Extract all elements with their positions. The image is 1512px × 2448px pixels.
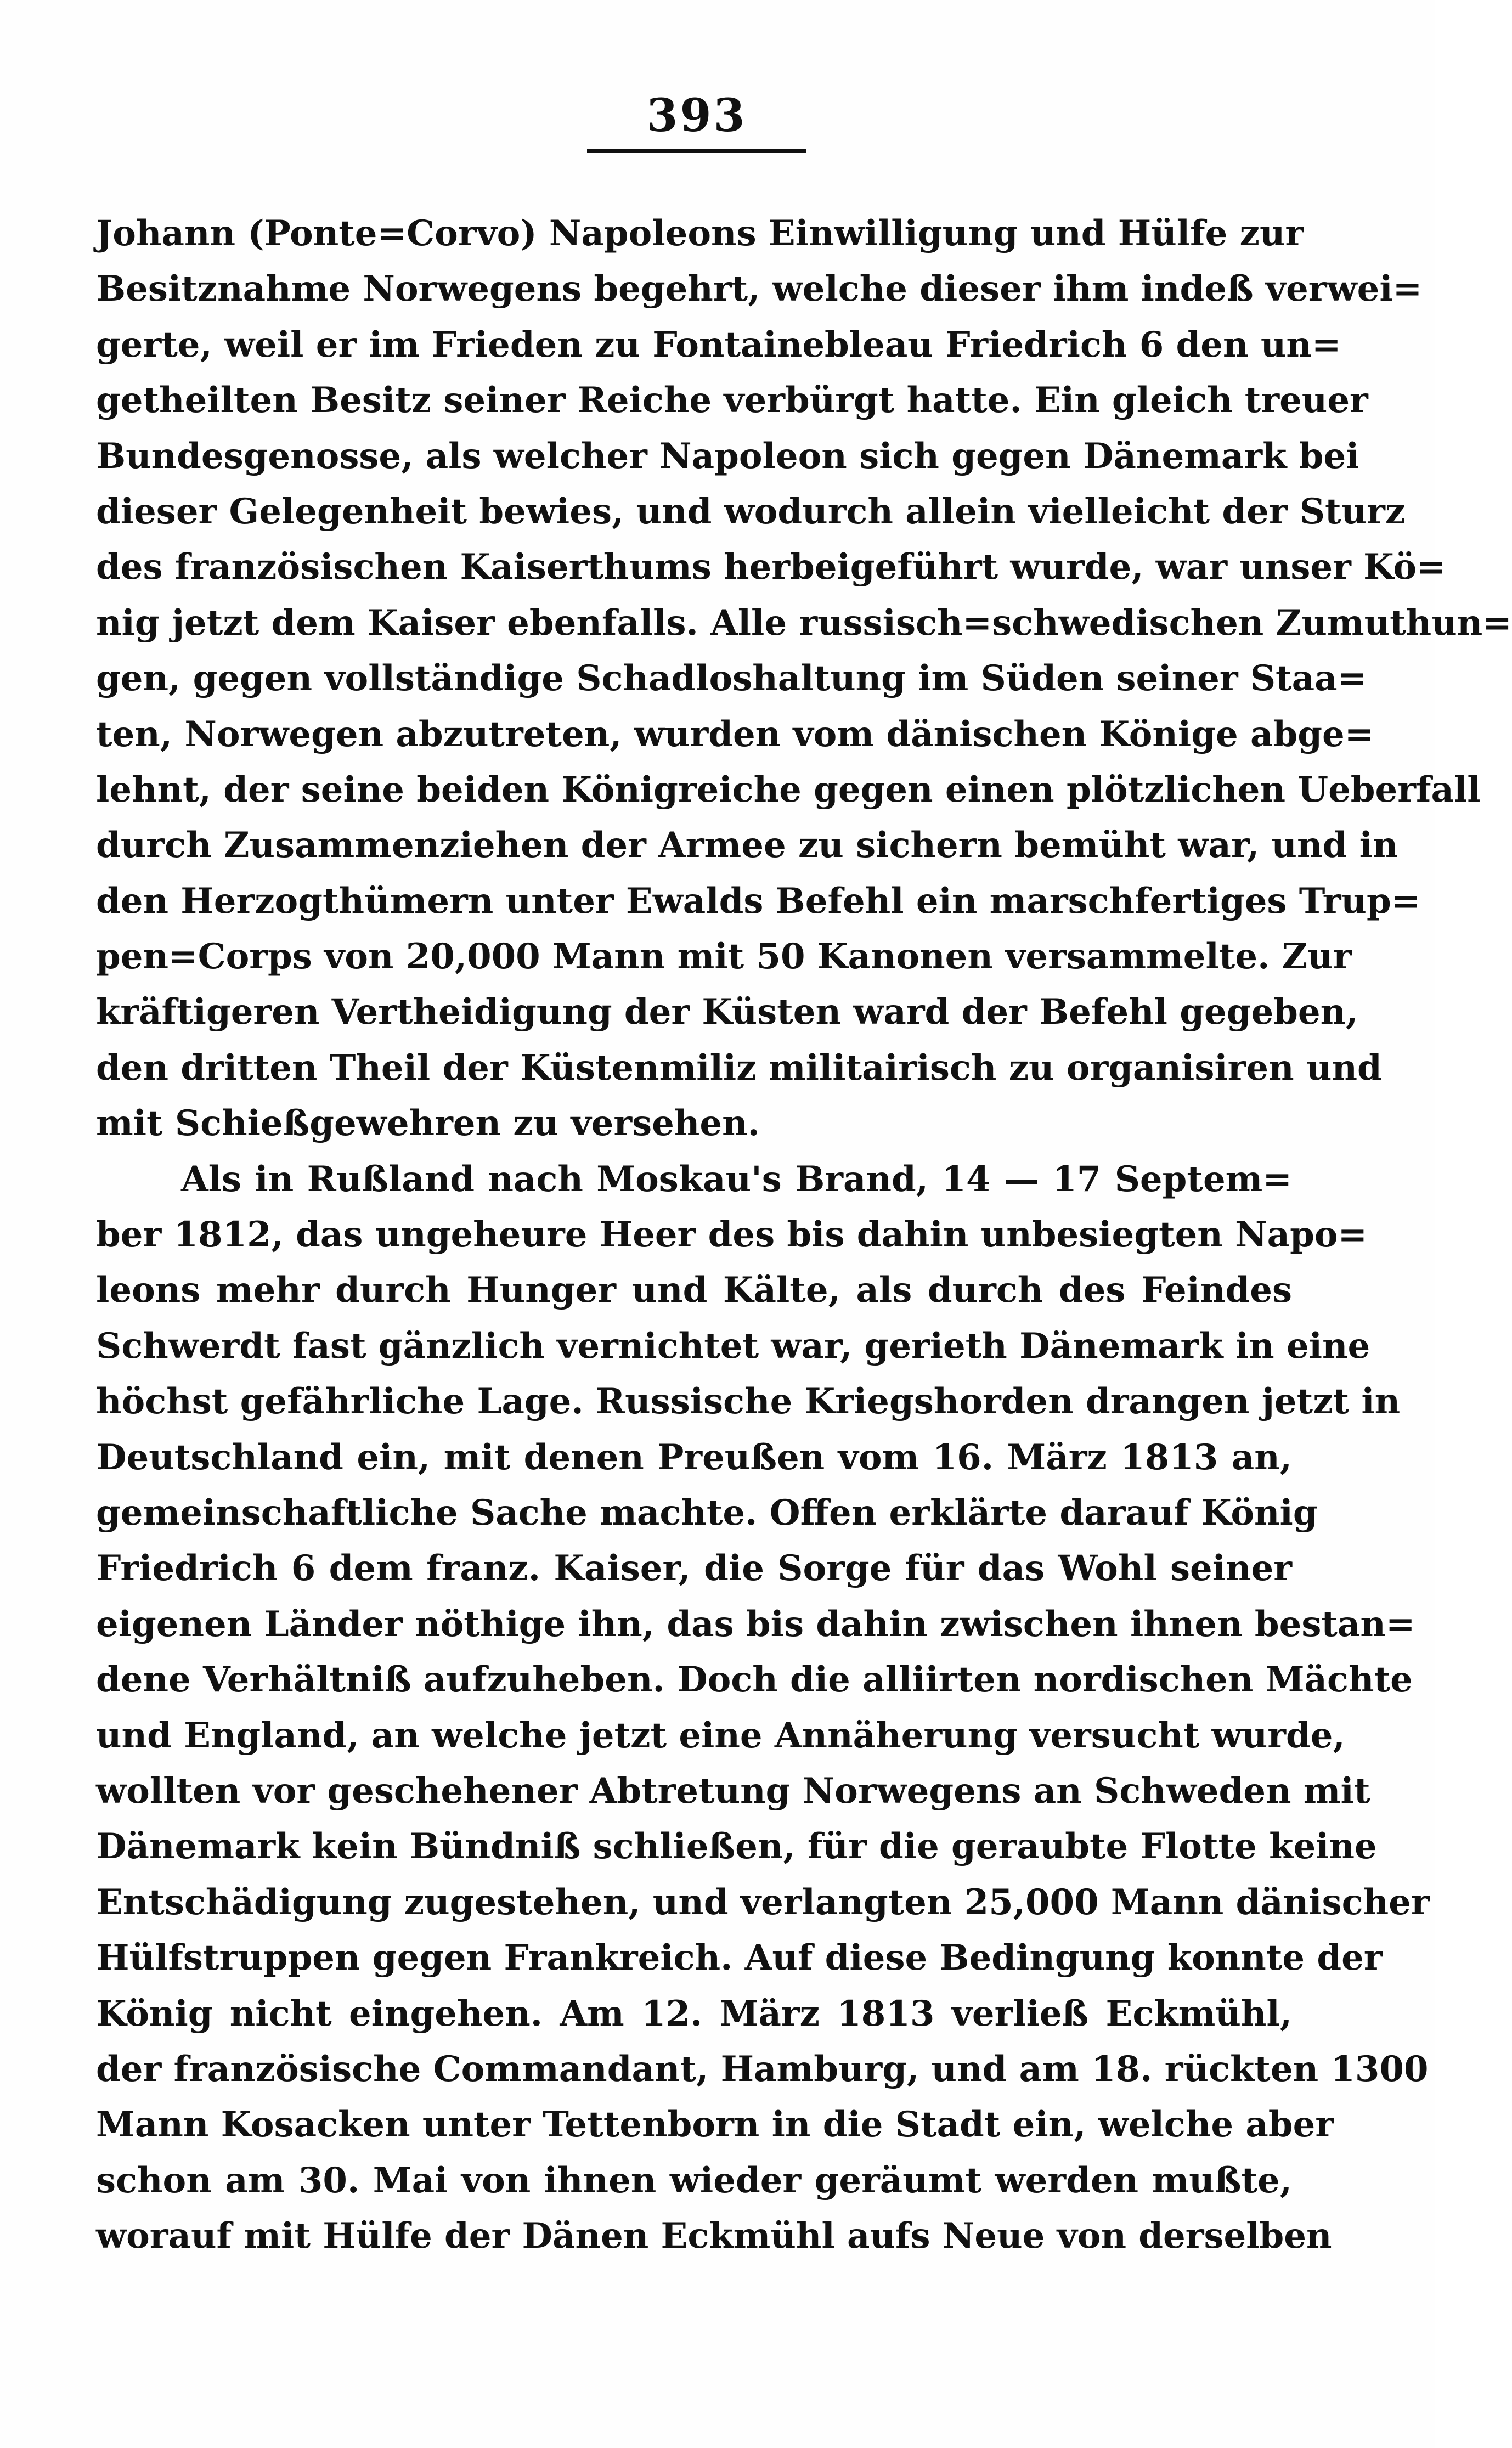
text-line: Hülfstruppen gegen Frankreich. Auf diese Bedingung konnte der — [96, 1937, 1383, 1979]
text-line: gerte, weil er im Frieden zu Fontainebleau Friedrich 6 den un= — [96, 324, 1341, 365]
header-rule — [587, 149, 806, 153]
paragraph — [96, 1152, 1430, 2264]
text-line: Dänemark kein Bündniß schließen, für die geraubte Flotte keine — [96, 1826, 1377, 1868]
text-line: Besitznahme Norwegens begehrt, welche dieser ihm indeß verwei= — [96, 268, 1423, 310]
text-line: den dritten Theil der Küstenmiliz militairisch zu organisiren und — [96, 1047, 1382, 1088]
text-line: der französische Commandant, Hamburg, und am 18. rückten 1300 — [96, 2048, 1429, 2090]
text-line: Friedrich 6 dem franz. Kaiser, die Sorge für das Wohl seiner — [96, 1548, 1292, 1589]
text-line: getheilten Besitz seiner Reiche verbürgt hatte. Ein gleich treuer — [96, 380, 1368, 421]
text-line: des französischen Kaiserthums herbeigeführt wurde, war unser Kö= — [96, 546, 1446, 588]
text-line: höchst gefährliche Lage. Russische Kriegshorden drangen jetzt in — [96, 1381, 1401, 1423]
text-line: Bundesgenosse, als welcher Napoleon sich gegen Dänemark bei — [96, 435, 1359, 477]
paragraph — [96, 206, 1512, 1152]
text-line: Mann Kosacken unter Tettenborn in die Stadt ein, welche aber — [96, 2104, 1334, 2146]
text-line: Entschädigung zugestehen, und verlangten 25,000 Mann dänischer — [96, 1881, 1430, 1923]
text-line: leons mehr durch Hunger und Kälte, als durch des Feindes — [96, 1270, 1292, 1311]
text-line: durch Zusammenziehen der Armee zu sichern bemüht war, und in — [96, 825, 1398, 866]
text-line: Deutschland ein, mit denen Preußen vom 16. März 1813 an, — [96, 1436, 1292, 1478]
text-line: ber 1812, das ungeheure Heer des bis dahin unbesiegten Napo= — [96, 1214, 1368, 1256]
text-line: gemeinschaftliche Sache machte. Offen erklärte darauf König — [96, 1492, 1318, 1533]
text-line: Schwerdt fast gänzlich vernichtet war, gerieth Dänemark in eine — [96, 1325, 1370, 1367]
text-line: eigenen Länder nöthige ihn, das bis dahin zwischen ihnen bestan= — [96, 1603, 1415, 1645]
text-line: mit Schießgewehren zu versehen. — [96, 1103, 760, 1144]
text-line: dieser Gelegenheit bewies, und wodurch allein vielleicht der Sturz — [96, 490, 1406, 532]
text-line: nig jetzt dem Kaiser ebenfalls. Alle russisch=schwedischen Zumuthun= — [96, 602, 1512, 644]
text-line: wollten vor geschehener Abtretung Norwegens an Schweden mit — [96, 1770, 1370, 1812]
text-line: gen, gegen vollständige Schadloshaltung im Süden seiner Staa= — [96, 658, 1367, 700]
body-text — [96, 206, 1512, 2264]
page-number: 393 — [646, 89, 747, 142]
text-line: lehnt, der seine beiden Königreiche gegen einen plötzlichen Ueberfall — [96, 769, 1481, 810]
text-line: und England, an welche jetzt eine Annäherung versucht wurde, — [96, 1714, 1345, 1756]
text-line: dene Verhältniß aufzuheben. Doch die alliirten nordischen Mächte — [96, 1659, 1413, 1701]
text-line: den Herzogthümern unter Ewalds Befehl ein marschfertiges Trup= — [96, 880, 1421, 922]
text-line: König nicht eingehen. Am 12. März 1813 verließ Eckmühl, — [96, 1993, 1292, 2034]
text-line: schon am 30. Mai von ihnen wieder geräumt werden mußte, — [96, 2159, 1292, 2201]
text-line: worauf mit Hülfe der Dänen Eckmühl aufs Neue von derselben — [96, 2215, 1332, 2257]
text-line: pen=Corps von 20,000 Mann mit 50 Kanonen versammelte. Zur — [96, 936, 1352, 978]
text-line: Johann (Ponte=Corvo) Napoleons Einwilligung und Hülfe zur — [96, 213, 1304, 254]
text-line: ten, Norwegen abzutreten, wurden vom dänischen Könige abge= — [96, 713, 1374, 755]
text-line: Als in Rußland nach Moskau's Brand, 14 — 17 Septem= — [181, 1158, 1292, 1200]
text-line: kräftigeren Vertheidigung der Küsten ward der Befehl gegeben, — [96, 991, 1358, 1033]
